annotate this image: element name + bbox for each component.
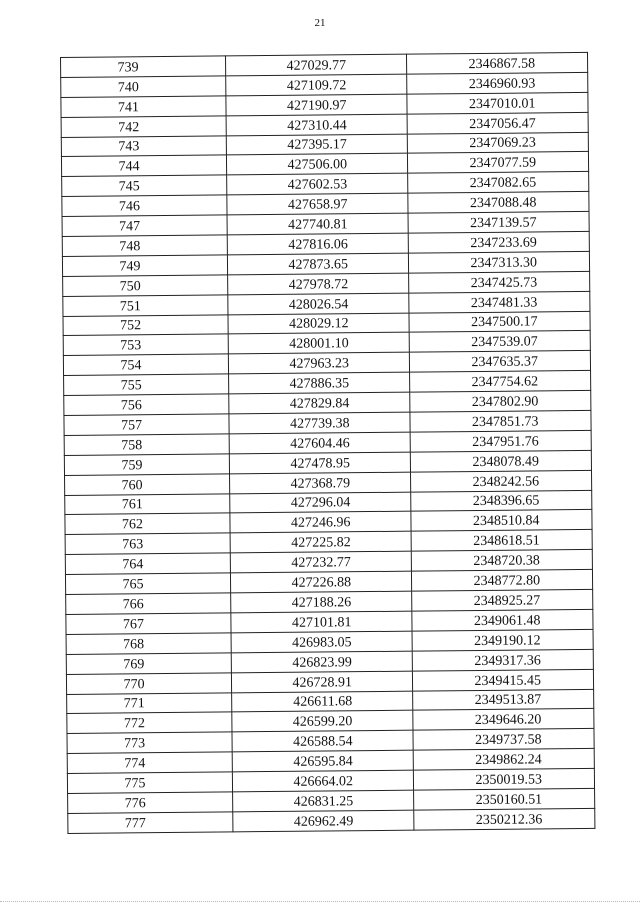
x-coordinate-cell: 427296.04 <box>230 492 411 514</box>
x-coordinate-cell: 427739.38 <box>229 412 410 434</box>
x-coordinate-cell: 427602.53 <box>227 174 408 196</box>
y-coordinate-cell: 2347056.47 <box>407 112 588 134</box>
y-coordinate-cell: 2349317.36 <box>412 649 593 671</box>
y-coordinate-cell: 2349646.20 <box>413 709 594 731</box>
y-coordinate-cell: 2347754.62 <box>410 371 591 393</box>
point-number-cell: 747 <box>62 215 227 236</box>
point-number-cell: 777 <box>68 812 233 833</box>
x-coordinate-cell: 427190.97 <box>226 94 407 116</box>
point-number-cell: 741 <box>61 96 226 117</box>
x-coordinate-cell: 427658.97 <box>227 193 408 215</box>
x-coordinate-cell: 426611.68 <box>232 691 413 713</box>
x-coordinate-cell: 426595.84 <box>232 750 413 772</box>
y-coordinate-cell: 2347951.76 <box>410 430 591 452</box>
point-number-cell: 739 <box>61 56 226 77</box>
y-coordinate-cell: 2347069.23 <box>407 132 588 154</box>
y-coordinate-cell: 2347481.33 <box>409 291 590 313</box>
point-number-cell: 742 <box>61 116 226 137</box>
y-coordinate-cell: 2347313.30 <box>408 251 589 273</box>
y-coordinate-cell: 2347077.59 <box>407 152 588 174</box>
x-coordinate-cell: 427478.95 <box>229 452 410 474</box>
point-number-cell: 752 <box>63 314 228 335</box>
x-coordinate-cell: 426831.25 <box>233 790 414 812</box>
y-coordinate-cell: 2347010.01 <box>407 92 588 114</box>
point-number-cell: 773 <box>67 732 232 753</box>
x-coordinate-cell: 427226.88 <box>230 571 411 593</box>
point-number-cell: 761 <box>65 493 230 514</box>
point-number-cell: 749 <box>62 255 227 276</box>
y-coordinate-cell: 2349061.48 <box>412 609 593 631</box>
point-number-cell: 775 <box>67 772 232 793</box>
x-coordinate-cell: 427395.17 <box>226 134 407 156</box>
y-coordinate-cell: 2347082.65 <box>408 172 589 194</box>
point-number-cell: 772 <box>67 712 232 733</box>
x-coordinate-cell: 426983.05 <box>231 631 412 653</box>
point-number-cell: 774 <box>67 752 232 773</box>
x-coordinate-cell: 426588.54 <box>232 730 413 752</box>
coordinate-table <box>60 52 595 834</box>
point-number-cell: 744 <box>61 155 226 176</box>
point-number-cell: 756 <box>64 394 229 415</box>
x-coordinate-cell: 427246.96 <box>230 512 411 534</box>
x-coordinate-cell: 428001.10 <box>228 333 409 355</box>
table-row <box>68 808 595 833</box>
x-coordinate-cell: 427816.06 <box>227 233 408 255</box>
x-coordinate-cell: 426664.02 <box>232 770 413 792</box>
y-coordinate-cell: 2349513.87 <box>413 689 594 711</box>
x-coordinate-cell: 427963.23 <box>228 353 409 375</box>
y-coordinate-cell: 2347851.73 <box>410 410 591 432</box>
y-coordinate-cell: 2348510.84 <box>411 510 592 532</box>
x-coordinate-cell: 426823.99 <box>231 651 412 673</box>
x-coordinate-cell: 427225.82 <box>230 532 411 554</box>
y-coordinate-cell: 2349415.45 <box>412 669 593 691</box>
point-number-cell: 760 <box>65 474 230 495</box>
y-coordinate-cell: 2347500.17 <box>409 311 590 333</box>
y-coordinate-cell: 2348772.80 <box>411 570 592 592</box>
x-coordinate-cell: 427310.44 <box>226 114 407 136</box>
point-number-cell: 750 <box>63 275 228 296</box>
x-coordinate-cell: 427368.79 <box>230 472 411 494</box>
point-number-cell: 759 <box>64 454 229 475</box>
point-number-cell: 762 <box>65 513 230 534</box>
y-coordinate-cell: 2348242.56 <box>410 470 591 492</box>
y-coordinate-cell: 2347088.48 <box>408 192 589 214</box>
y-coordinate-cell: 2348720.38 <box>411 550 592 572</box>
point-number-cell: 755 <box>64 374 229 395</box>
point-number-cell: 745 <box>62 175 227 196</box>
point-number-cell: 754 <box>63 354 228 375</box>
x-coordinate-cell: 427506.00 <box>226 154 407 176</box>
y-coordinate-cell: 2350160.51 <box>414 788 595 810</box>
point-number-cell: 767 <box>66 613 231 634</box>
coordinate-table-body <box>61 52 595 833</box>
point-number-cell: 753 <box>63 334 228 355</box>
x-coordinate-cell: 428029.12 <box>228 313 409 335</box>
x-coordinate-cell: 427029.77 <box>225 54 406 76</box>
point-number-cell: 751 <box>63 295 228 316</box>
x-coordinate-cell: 427604.46 <box>229 432 410 454</box>
y-coordinate-cell: 2349737.58 <box>413 729 594 751</box>
y-coordinate-cell: 2347139.57 <box>408 212 589 234</box>
point-number-cell: 770 <box>66 672 231 693</box>
y-coordinate-cell: 2348078.49 <box>410 450 591 472</box>
y-coordinate-cell: 2346867.58 <box>406 52 587 74</box>
x-coordinate-cell: 427886.35 <box>229 372 410 394</box>
x-coordinate-cell: 427232.77 <box>230 551 411 573</box>
point-number-cell: 746 <box>62 195 227 216</box>
x-coordinate-cell: 426728.91 <box>231 671 412 693</box>
y-coordinate-cell: 2347233.69 <box>408 231 589 253</box>
x-coordinate-cell: 427101.81 <box>231 611 412 633</box>
x-coordinate-cell: 427740.81 <box>227 213 408 235</box>
x-coordinate-cell: 427829.84 <box>229 392 410 414</box>
x-coordinate-cell: 428026.54 <box>228 293 409 315</box>
x-coordinate-cell: 427873.65 <box>227 253 408 275</box>
x-coordinate-cell: 427978.72 <box>228 273 409 295</box>
y-coordinate-cell: 2347635.37 <box>409 351 590 373</box>
point-number-cell: 776 <box>68 792 233 813</box>
point-number-cell: 758 <box>64 434 229 455</box>
y-coordinate-cell: 2348925.27 <box>412 589 593 611</box>
y-coordinate-cell: 2350212.36 <box>414 808 595 830</box>
page-number: 21 <box>314 17 326 29</box>
point-number-cell: 740 <box>61 76 226 97</box>
x-coordinate-cell: 426599.20 <box>232 711 413 733</box>
x-coordinate-cell: 427188.26 <box>231 591 412 613</box>
y-coordinate-cell: 2347802.90 <box>410 391 591 413</box>
y-coordinate-cell: 2347425.73 <box>409 271 590 293</box>
footer-rule <box>0 901 640 902</box>
y-coordinate-cell: 2349862.24 <box>413 749 594 771</box>
point-number-cell: 763 <box>65 533 230 554</box>
y-coordinate-cell: 2348396.65 <box>411 490 592 512</box>
x-coordinate-cell: 426962.49 <box>233 810 414 832</box>
point-number-cell: 748 <box>62 235 227 256</box>
point-number-cell: 743 <box>61 135 226 156</box>
point-number-cell: 757 <box>64 414 229 435</box>
y-coordinate-cell: 2348618.51 <box>411 530 592 552</box>
y-coordinate-cell: 2347539.07 <box>409 331 590 353</box>
y-coordinate-cell: 2350019.53 <box>413 768 594 790</box>
point-number-cell: 765 <box>65 573 230 594</box>
point-number-cell: 768 <box>66 633 231 654</box>
point-number-cell: 766 <box>66 593 231 614</box>
y-coordinate-cell: 2349190.12 <box>412 629 593 651</box>
x-coordinate-cell: 427109.72 <box>226 74 407 96</box>
point-number-cell: 771 <box>67 692 232 713</box>
point-number-cell: 769 <box>66 653 231 674</box>
point-number-cell: 764 <box>65 553 230 574</box>
y-coordinate-cell: 2346960.93 <box>407 72 588 94</box>
